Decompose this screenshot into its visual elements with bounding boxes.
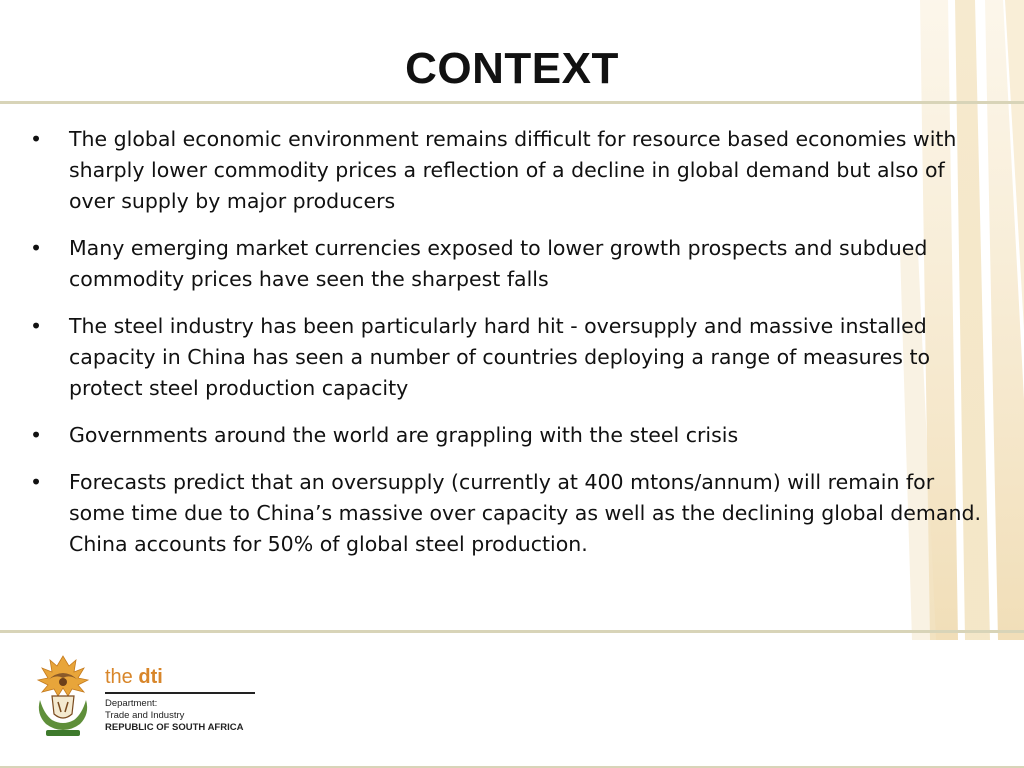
- bullet-item: [30, 420, 990, 451]
- dti-name: the dti: [105, 666, 163, 688]
- bullet-item: [30, 467, 990, 560]
- department-name: Trade and Industry: [105, 710, 185, 721]
- bullet-dot: •: [30, 127, 43, 151]
- bullet-list: [30, 124, 990, 576]
- footer-divider: [0, 630, 1024, 633]
- bullet-dot: •: [30, 470, 43, 494]
- coat-of-arms-logo: [30, 652, 96, 740]
- slide-title: CONTEXT: [405, 44, 619, 93]
- bullet-text: The global economic environment remains difficult for resource based economies with sharply lower commodity prices a reflection of a decline in global demand but also of over supply by major producers: [69, 127, 957, 213]
- title-divider: [0, 101, 1024, 104]
- bullet-dot: •: [30, 236, 43, 260]
- bullet-item: [30, 124, 990, 217]
- department-label: Department:: [105, 698, 158, 709]
- bullet-text: Many emerging market currencies exposed to lower growth prospects and subdued commodity prices have seen the sharpest falls: [69, 236, 928, 291]
- country-name: REPUBLIC OF SOUTH AFRICA: [105, 722, 244, 733]
- bullet-item: [30, 233, 990, 295]
- bullet-dot: •: [30, 314, 43, 338]
- bullet-text: The steel industry has been particularly hard hit - oversupply and massive installed capacity in China has seen a number of countries deploying a range of measures to protect steel production capacity: [69, 314, 931, 400]
- bullet-item: [30, 311, 990, 404]
- bullet-dot: •: [30, 423, 43, 447]
- dti-wordmark: [105, 666, 255, 734]
- bullet-text: Governments around the world are grappling with the steel crisis: [69, 423, 739, 447]
- bullet-text: Forecasts predict that an oversupply (currently at 400 mtons/annum) will remain for some time due to China’s massive over capacity as well as the declining global demand. China accounts for 50% of global steel production.: [69, 470, 981, 556]
- wordmark-divider: [105, 692, 255, 694]
